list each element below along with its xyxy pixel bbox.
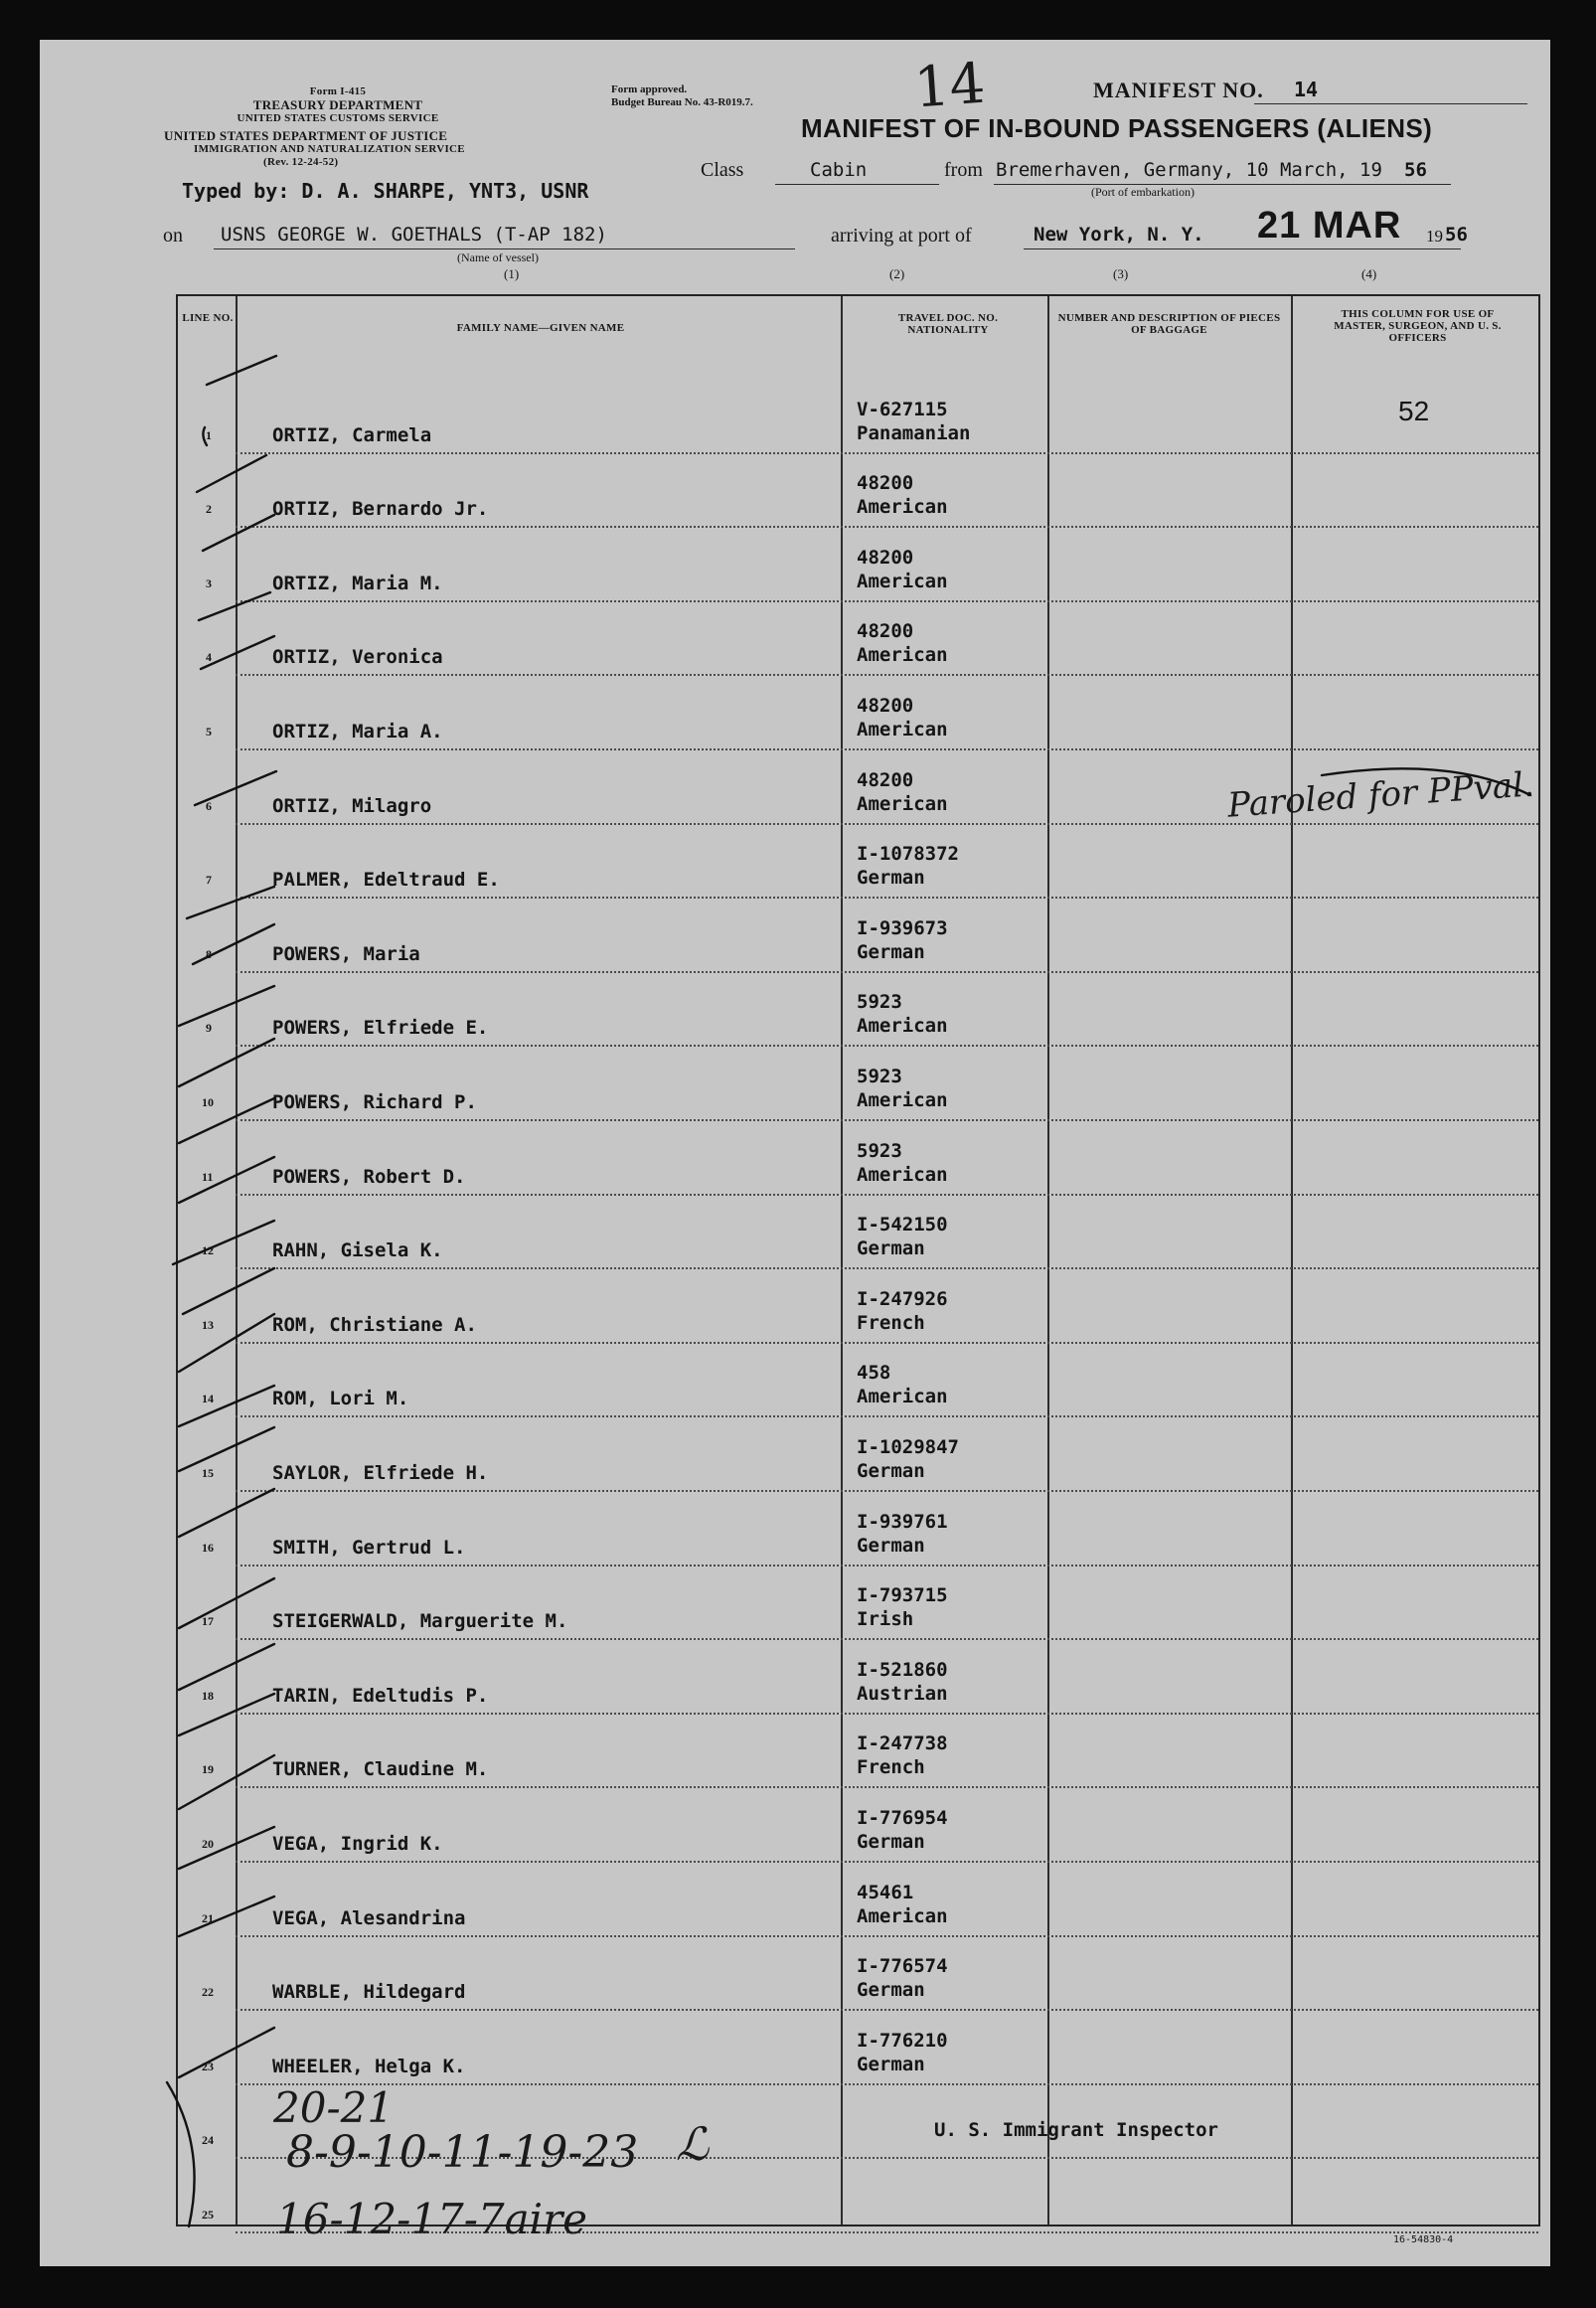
line-number: 2 <box>206 502 212 517</box>
travel-doc-number: 48200 <box>857 546 914 569</box>
passenger-name: POWERS, Elfriede E. <box>272 1017 489 1040</box>
nationality: German <box>857 940 925 963</box>
manifest-title: MANIFEST OF IN-BOUND PASSENGERS (ALIENS) <box>801 113 1433 143</box>
line-number: 20 <box>202 1837 214 1851</box>
form-number: Form I-415 <box>309 85 367 97</box>
handwritten-lines-list: 8-9-10-11-19-23 <box>286 2127 639 2178</box>
travel-doc-number: V-627115 <box>857 398 948 420</box>
header-baggage: NUMBER AND DESCRIPTION OF PIECES OF BAGGAGE <box>1057 312 1281 336</box>
row-divider <box>236 971 1538 973</box>
nationality: American <box>857 644 948 667</box>
nationality: Panamanian <box>857 421 971 444</box>
line-number: 10 <box>202 1095 214 1109</box>
nationality: Austrian <box>857 1682 948 1705</box>
arrival-year-prefix: 19 <box>1426 227 1443 246</box>
row1-count: 52 <box>1398 396 1430 426</box>
passenger-table <box>176 294 1540 2226</box>
line-number: 15 <box>202 1466 214 1480</box>
travel-doc-number: I-542150 <box>857 1214 948 1236</box>
passenger-name: ROM, Lori M. <box>272 1388 409 1410</box>
line-number: 6 <box>206 798 212 813</box>
nationality: German <box>857 1237 925 1260</box>
row-divider <box>236 600 1538 602</box>
row-divider <box>236 823 1538 825</box>
travel-doc-number: 48200 <box>857 695 914 717</box>
passenger-name: ORTIZ, Veronica <box>272 646 443 669</box>
from-year: 56 <box>1404 159 1427 181</box>
passenger-name: ORTIZ, Maria M. <box>272 572 443 594</box>
typed-by: Typed by: D. A. SHARPE, YNT3, USNR <box>182 179 589 203</box>
travel-doc-number: 48200 <box>857 620 914 643</box>
nationality: American <box>857 1089 948 1111</box>
line-number: 4 <box>206 650 212 665</box>
manifest-number: 14 <box>1294 78 1319 101</box>
travel-doc-number: 48200 <box>857 768 914 791</box>
passenger-name: WHEELER, Helga K. <box>272 2055 466 2077</box>
line-number: 24 <box>202 2133 214 2148</box>
budget-bureau: Budget Bureau No. 43-R019.7. <box>611 96 753 108</box>
nationality: American <box>857 496 948 519</box>
line-number: 25 <box>202 2208 214 2222</box>
form-code: 16-54830-4 <box>1393 2234 1454 2245</box>
nationality: German <box>857 867 925 890</box>
passenger-name: POWERS, Robert D. <box>272 1165 466 1188</box>
travel-doc-number: I-939673 <box>857 916 948 939</box>
nationality: American <box>857 1163 948 1186</box>
row-divider <box>236 1565 1538 1566</box>
passenger-name: WARBLE, Hildegard <box>272 1981 466 2004</box>
line-number: 1 <box>206 427 212 442</box>
passenger-name: SMITH, Gertrud L. <box>272 1536 466 1559</box>
travel-doc-number: I-939761 <box>857 1510 948 1533</box>
row-divider <box>236 1267 1538 1269</box>
nationality: American <box>857 719 948 741</box>
travel-doc-number: I-247926 <box>857 1287 948 1310</box>
travel-doc-number: I-1029847 <box>857 1436 959 1458</box>
nationality: American <box>857 792 948 815</box>
class-label: Class <box>701 159 744 181</box>
nationality: Irish <box>857 1608 914 1631</box>
row-divider <box>236 1194 1538 1196</box>
from-value: Bremerhaven, Germany, 10 March, 19 <box>996 159 1382 181</box>
travel-doc-number: 458 <box>857 1362 891 1385</box>
manifest-sheet <box>40 40 1550 2266</box>
treasury-department: TREASURY DEPARTMENT <box>252 97 423 112</box>
nationality: American <box>857 570 948 592</box>
inspector-label: U. S. Immigrant Inspector <box>934 2119 1218 2141</box>
arrival-year: 56 <box>1445 224 1468 246</box>
line-number: 22 <box>202 1985 214 2000</box>
travel-doc-number: I-247738 <box>857 1732 948 1755</box>
form-id-block <box>214 85 462 125</box>
arrival-date-stamp: 21 MAR <box>1257 205 1402 247</box>
line-number: 13 <box>202 1317 214 1332</box>
nationality: German <box>857 1831 925 1853</box>
row-divider <box>236 452 1538 454</box>
travel-doc-number: I-521860 <box>857 1658 948 1681</box>
row-divider <box>236 1935 1538 1937</box>
row-divider <box>236 1638 1538 1640</box>
nationality: German <box>857 1534 925 1557</box>
line-number: 12 <box>202 1243 214 1258</box>
passenger-name: ORTIZ, Carmela <box>272 423 432 446</box>
passenger-name: RAHN, Gisela K. <box>272 1239 443 1262</box>
row-divider <box>236 1119 1538 1121</box>
nationality: German <box>857 1460 925 1482</box>
travel-doc-number: 5923 <box>857 991 902 1014</box>
row-divider <box>236 1045 1538 1047</box>
arrival-port: New York, N. Y. <box>1034 224 1204 246</box>
on-label: on <box>163 225 183 247</box>
from-line <box>994 184 1451 185</box>
handwritten-lines-20-21: 20-21 <box>273 2083 395 2132</box>
passenger-name: POWERS, Maria <box>272 942 420 965</box>
passenger-name: ORTIZ, Bernardo Jr. <box>272 498 489 521</box>
nationality: American <box>857 1904 948 1927</box>
travel-doc-number: 5923 <box>857 1139 902 1162</box>
travel-doc-number: I-776954 <box>857 1807 948 1829</box>
form-approved: Form approved. <box>611 83 688 95</box>
vessel-line <box>214 248 795 249</box>
passenger-name: VEGA, Ingrid K. <box>272 1833 443 1855</box>
arrival-line <box>1024 248 1461 249</box>
line-number: 21 <box>202 1910 214 1925</box>
justice-block <box>164 129 552 169</box>
handwritten-lines-list-2: 16-12-17-7aire <box>276 2195 588 2243</box>
line-number: 17 <box>202 1614 214 1629</box>
line-number: 23 <box>202 2059 214 2073</box>
row-divider <box>236 1490 1538 1492</box>
passenger-name: TARIN, Edeltudis P. <box>272 1684 489 1707</box>
passenger-name: VEGA, Alesandrina <box>272 1906 466 1929</box>
form-approved-block <box>611 83 753 109</box>
column-number-3: (3) <box>1113 266 1129 281</box>
passenger-name: PALMER, Edeltraud E. <box>272 869 500 892</box>
travel-doc-number: I-793715 <box>857 1584 948 1607</box>
travel-doc-number: I-1078372 <box>857 843 959 866</box>
header-travel-doc: TRAVEL DOC. NO. NATIONALITY <box>897 312 999 336</box>
manifest-number-line <box>1254 103 1527 104</box>
travel-doc-number: 5923 <box>857 1066 902 1087</box>
header-officers: THIS COLUMN FOR USE OF MASTER, SURGEON, AND U. S. OFFICERS <box>1334 308 1502 344</box>
travel-doc-number: 45461 <box>857 1881 914 1903</box>
line-number: 19 <box>202 1762 214 1777</box>
passenger-name: SAYLOR, Elfriede H. <box>272 1462 489 1484</box>
form-revision: (Rev. 12-24-52) <box>263 156 339 168</box>
row-divider <box>236 1713 1538 1715</box>
line-number: 14 <box>202 1392 214 1406</box>
class-line <box>775 184 939 185</box>
passenger-name: ROM, Christiane A. <box>272 1313 477 1336</box>
vessel-caption: (Name of vessel) <box>457 250 539 264</box>
travel-doc-number: I-776210 <box>857 2029 948 2052</box>
handwritten-page-number: 14 <box>911 51 988 121</box>
line-number: 11 <box>202 1169 214 1184</box>
passenger-name: ORTIZ, Maria A. <box>272 721 443 742</box>
manifest-number-label: MANIFEST NO. <box>1093 78 1264 102</box>
row-divider <box>236 748 1538 750</box>
row-divider <box>236 2083 1538 2085</box>
paroled-note: Paroled for PPval. <box>1225 764 1535 826</box>
row-divider <box>236 2009 1538 2011</box>
customs-service: UNITED STATES CUSTOMS SERVICE <box>237 112 439 124</box>
justice-department: UNITED STATES DEPARTMENT OF JUSTICE <box>164 128 448 143</box>
column-number-1: (1) <box>504 266 520 281</box>
passenger-name: POWERS, Richard P. <box>272 1091 477 1113</box>
handwritten-initials: ℒ <box>676 2117 710 2171</box>
nationality: French <box>857 1311 925 1334</box>
from-label: from <box>944 159 983 181</box>
nationality: German <box>857 1979 925 2002</box>
row-divider <box>236 674 1538 676</box>
line-number: 7 <box>206 873 212 888</box>
header-name: FAMILY NAME—GIVEN NAME <box>456 322 625 334</box>
line-number: 18 <box>202 1688 214 1703</box>
port-caption: (Port of embarkation) <box>1091 185 1195 199</box>
nationality: American <box>857 1015 948 1038</box>
column-number-4: (4) <box>1361 266 1377 281</box>
ins-name: IMMIGRATION AND NATURALIZATION SERVICE <box>194 143 465 155</box>
nationality: French <box>857 1756 925 1779</box>
class-value: Cabin <box>810 159 868 181</box>
travel-doc-number: I-776574 <box>857 1955 948 1978</box>
passenger-name: ORTIZ, Milagro <box>272 794 432 817</box>
line-number: 3 <box>206 576 212 590</box>
row-divider <box>236 1861 1538 1863</box>
row-divider <box>236 1342 1538 1344</box>
row-divider <box>236 897 1538 899</box>
row-divider <box>236 1786 1538 1788</box>
row-divider <box>236 526 1538 528</box>
line-number: 5 <box>206 725 212 739</box>
row-divider <box>236 1415 1538 1417</box>
line-number: 16 <box>202 1540 214 1555</box>
travel-doc-number: 48200 <box>857 472 914 495</box>
passenger-name: TURNER, Claudine M. <box>272 1758 489 1781</box>
header-line-no: LINE NO. <box>182 312 234 324</box>
passenger-name: STEIGERWALD, Marguerite M. <box>272 1610 568 1633</box>
nationality: American <box>857 1386 948 1408</box>
column-number-2: (2) <box>889 266 905 281</box>
nationality: German <box>857 2053 925 2075</box>
line-number: 8 <box>206 946 212 961</box>
arriving-label: arriving at port of <box>831 225 972 247</box>
line-number: 9 <box>206 1021 212 1036</box>
vessel-name: USNS GEORGE W. GOETHALS (T-AP 182) <box>221 224 607 246</box>
